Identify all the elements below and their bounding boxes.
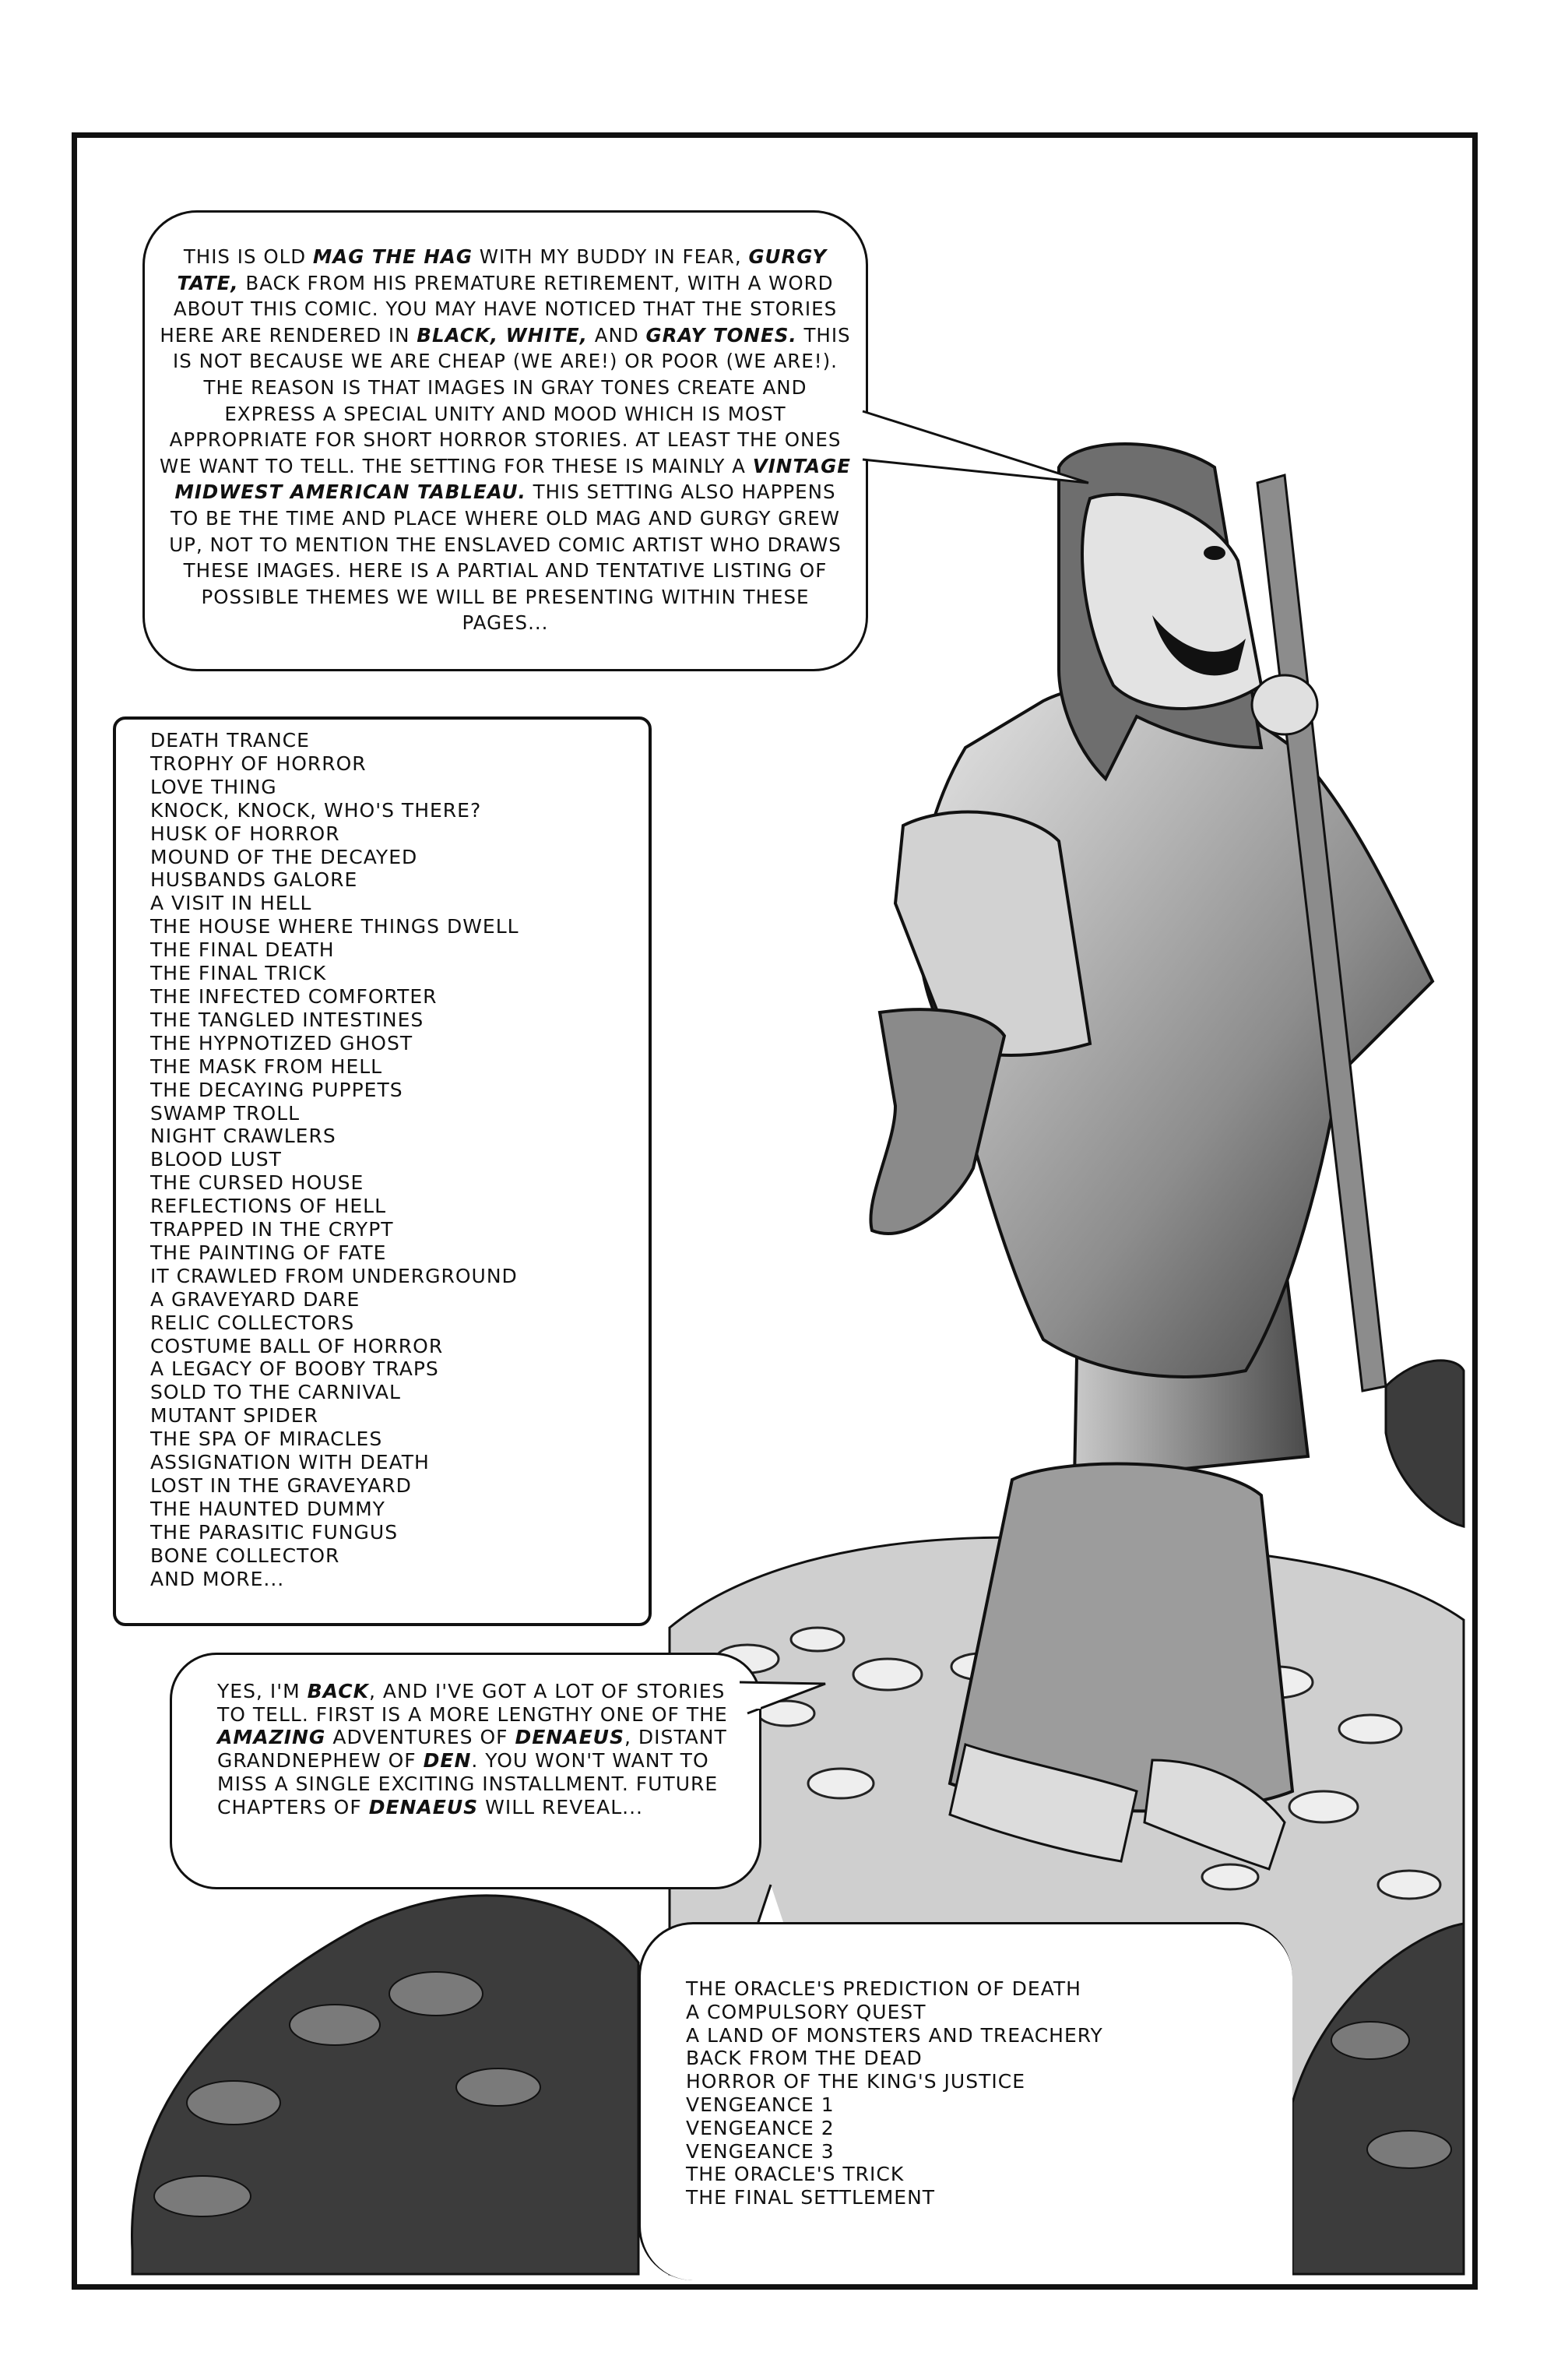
themes-list-box bbox=[113, 716, 652, 1626]
list-item: THE FINAL TRICK bbox=[150, 962, 327, 985]
list-item: LOST IN THE GRAVEYARD bbox=[150, 1474, 412, 1497]
list-item: A LAND OF MONSTERS AND TREACHERY bbox=[686, 2023, 1103, 2047]
balloon-text-part: THIS SETTING ALSO HAPPENS TO BE THE TIME AND PLACE WHERE OLD MAG AND GURGY GREW UP, NOT TO MENTION THE ENSLAVED COMIC ARTIST WHO DRAWS THESE IMAGES. HERE IS A PARTIAL AND TENTATIVE LISTING OF POSSIBLE THEMES WE WILL BE PRESENTING WITHIN THESE PAGES... bbox=[169, 481, 842, 635]
list-item: HORROR OF THE KING'S JUSTICE bbox=[686, 2070, 1025, 2093]
emphasis-text: BACK bbox=[307, 1680, 369, 1702]
list-item: THE INFECTED COMFORTER bbox=[150, 984, 438, 1008]
emphasis-text: DENAEUS bbox=[515, 1726, 624, 1749]
list-item: A COMPULSORY QUEST bbox=[686, 2000, 926, 2023]
emphasis-text: BLACK, WHITE, bbox=[417, 323, 588, 347]
list-item: NIGHT CRAWLERS bbox=[150, 1125, 336, 1148]
list-item: THE MASK FROM HELL bbox=[150, 1054, 383, 1078]
list-item: A GRAVEYARD DARE bbox=[150, 1287, 360, 1311]
list-item: THE FINAL SETTLEMENT bbox=[686, 2186, 936, 2209]
list-item: THE PAINTING OF FATE bbox=[150, 1241, 387, 1264]
list-item: BLOOD LUST bbox=[150, 1148, 282, 1171]
balloon-text-part: AND bbox=[587, 323, 646, 347]
intro-balloon-tail bbox=[863, 405, 1096, 491]
list-item: THE TANGLED INTESTINES bbox=[150, 1008, 424, 1031]
list-item: THE ORACLE'S PREDICTION OF DEATH bbox=[686, 1977, 1081, 2000]
list-item: IT CRAWLED FROM UNDERGROUND bbox=[150, 1264, 518, 1287]
emphasis-text: DEN bbox=[423, 1749, 472, 1773]
list-item: BONE COLLECTOR bbox=[150, 1544, 340, 1567]
list-item: ASSIGNATION WITH DEATH bbox=[150, 1451, 430, 1474]
back-speech-balloon bbox=[170, 1653, 761, 1889]
list-item: HUSK OF HORROR bbox=[150, 822, 340, 845]
list-item: TROPHY OF HORROR bbox=[150, 752, 367, 775]
list-item: THE PARASITIC FUNGUS bbox=[150, 1520, 399, 1544]
list-item: SOLD TO THE CARNIVAL bbox=[150, 1381, 401, 1404]
emphasis-text: VINTAGE MIDWEST AMERICAN TABLEAU. bbox=[174, 454, 851, 504]
list-item: COSTUME BALL OF HORROR bbox=[150, 1334, 444, 1357]
list-item: REFLECTIONS OF HELL bbox=[150, 1195, 387, 1218]
intro-speech-balloon bbox=[142, 210, 868, 671]
list-item: LOVE THING bbox=[150, 775, 277, 798]
hag-boot bbox=[870, 1009, 1004, 1234]
emphasis-text: GRAY TONES. bbox=[645, 323, 797, 347]
list-item: MOUND OF THE DECAYED bbox=[150, 845, 418, 868]
list-item: THE HYPNOTIZED GHOST bbox=[150, 1031, 413, 1054]
balloon-text-part: . YOU WON'T WANT TO MISS A SINGLE EXCITING INSTALLMENT. FUTURE CHAPTERS OF bbox=[217, 1749, 719, 1818]
list-item: VENGEANCE 3 bbox=[686, 2139, 835, 2163]
list-item: THE HOUSE WHERE THINGS DWELL bbox=[150, 915, 519, 938]
back-balloon-text bbox=[217, 1680, 728, 1818]
list-item: SWAMP TROLL bbox=[150, 1101, 301, 1125]
balloon-text-part: WILL REVEAL... bbox=[478, 1795, 643, 1818]
emphasis-text: GURGY TATE, bbox=[177, 245, 828, 294]
list-item: THE ORACLE'S TRICK bbox=[686, 2163, 905, 2186]
list-item: BACK FROM THE DEAD bbox=[686, 2047, 923, 2070]
back-balloon-tail bbox=[740, 1682, 833, 1713]
balloon-text-part: BACK FROM HIS PREMATURE RETIREMENT, WITH A WORD ABOUT THIS COMIC. YOU MAY HAVE NOTICED THAT THE STORIES HERE ARE RENDERED IN bbox=[160, 271, 838, 347]
balloon-text-part: THIS IS NOT BECAUSE WE ARE CHEAP (WE ARE!) OR POOR (WE ARE!). THE REASON IS THAT IMAGES IN GRAY TONES CREATE AND EXPRESS A SPECIAL UNITY AND MOOD WHICH IS MOST APPROPRIATE FOR SHORT HORROR STORIES. AT LEAST THE ONES WE WANT TO TELL. THE SETTING FOR THESE IS MAINLY A bbox=[160, 323, 851, 477]
list-item: THE FINAL DEATH bbox=[150, 938, 335, 962]
list-item: DEATH TRANCE bbox=[150, 729, 310, 752]
balloon-text-part: YES, I'M bbox=[217, 1680, 308, 1702]
hag-eye bbox=[1204, 546, 1225, 560]
list-item: THE CURSED HOUSE bbox=[150, 1171, 364, 1195]
balloon-text-part: THIS IS OLD bbox=[183, 245, 313, 268]
emphasis-text: DENAEUS bbox=[368, 1795, 479, 1818]
emphasis-text: MAG THE HAG bbox=[312, 245, 473, 268]
list-item: A LEGACY OF BOOBY TRAPS bbox=[150, 1357, 439, 1381]
intro-balloon-text bbox=[160, 245, 851, 634]
denaeus-list-box bbox=[638, 1922, 1292, 2280]
list-item: HUSBANDS GALORE bbox=[150, 868, 358, 892]
list-item: VENGEANCE 1 bbox=[686, 2093, 835, 2116]
hag-face bbox=[1082, 495, 1261, 709]
emphasis-text: AMAZING bbox=[217, 1726, 326, 1749]
list-item: AND MORE... bbox=[150, 1567, 285, 1590]
list-item: A VISIT IN HELL bbox=[150, 892, 312, 915]
list-item: THE DECAYING PUPPETS bbox=[150, 1078, 403, 1101]
list-item: VENGEANCE 2 bbox=[686, 2116, 835, 2139]
list-item: MUTANT SPIDER bbox=[150, 1404, 318, 1428]
list-item: THE SPA OF MIRACLES bbox=[150, 1428, 383, 1451]
hag-hand bbox=[1252, 675, 1317, 734]
balloon-text-part: , DISTANT GRANDNEPHEW OF bbox=[217, 1726, 727, 1773]
balloon-text-part: ADVENTURES OF bbox=[325, 1726, 515, 1749]
balloon-text-part: , AND I'VE GOT A LOT OF STORIES TO TELL. FIRST IS A MORE LENGTHY ONE OF THE bbox=[217, 1680, 728, 1726]
list-item: THE HAUNTED DUMMY bbox=[150, 1497, 385, 1520]
list-item: RELIC COLLECTORS bbox=[150, 1311, 355, 1334]
list-item: KNOCK, KNOCK, WHO'S THERE? bbox=[150, 798, 482, 822]
balloon-text-part: WITH MY BUDDY IN FEAR, bbox=[472, 245, 749, 268]
list-item: TRAPPED IN THE CRYPT bbox=[150, 1218, 394, 1241]
